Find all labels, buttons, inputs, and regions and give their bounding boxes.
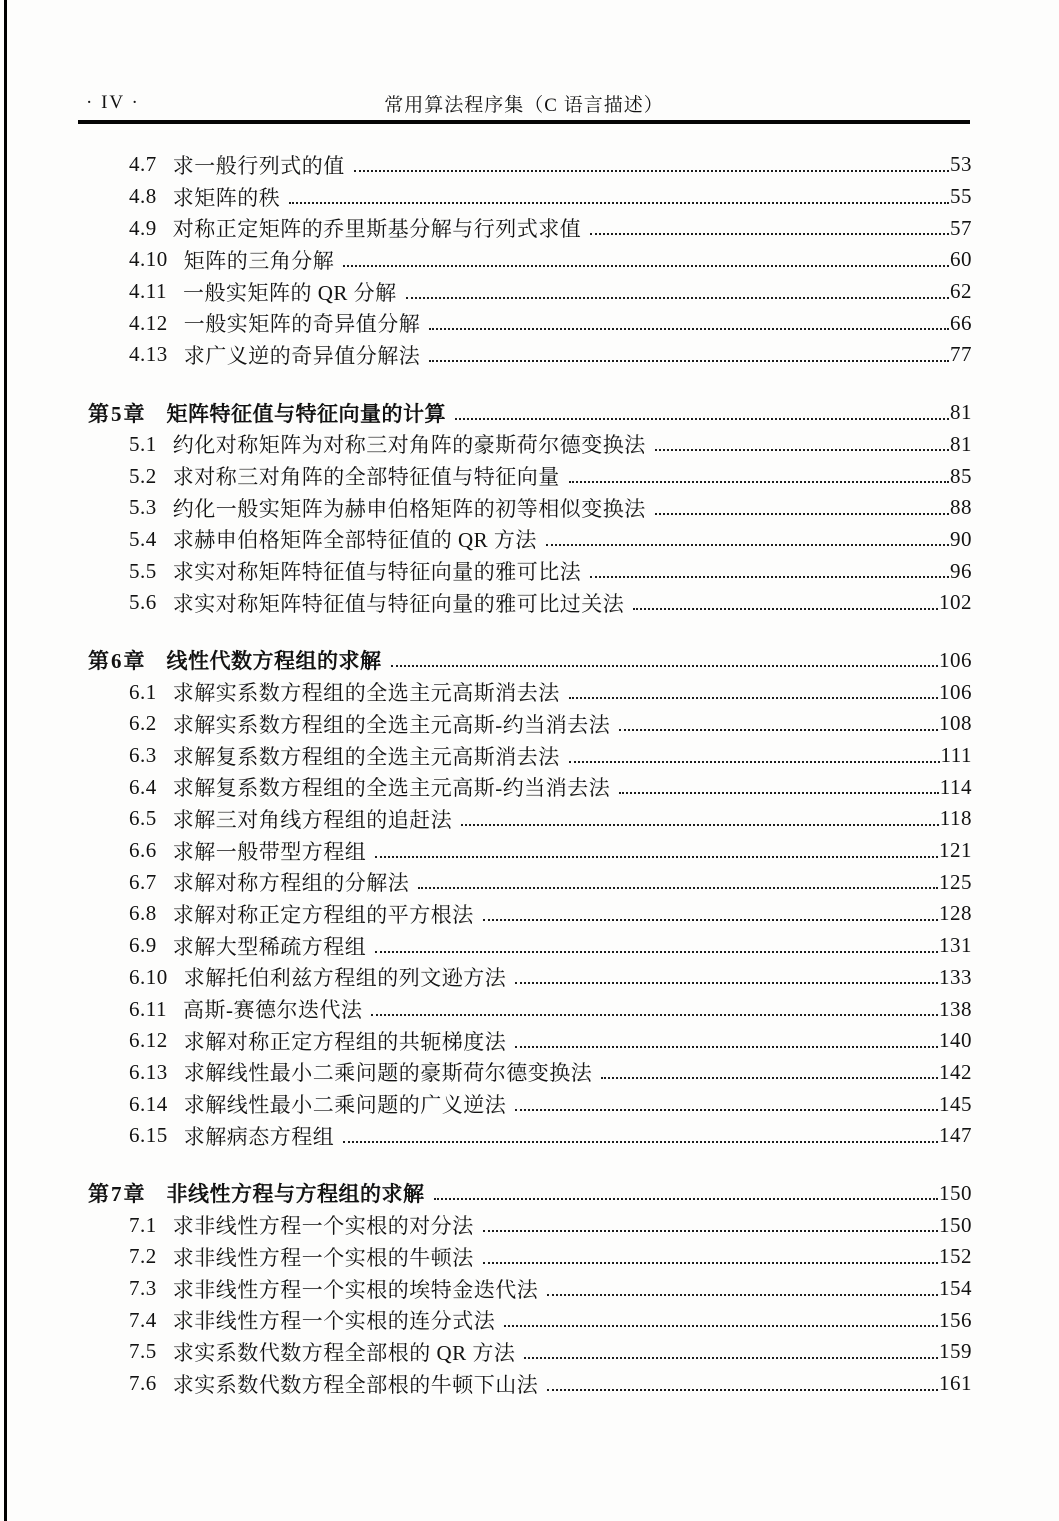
toc-entry-row [0,149,1059,181]
entry-page-number: 159 [939,1339,972,1364]
toc-entry-row [0,276,1059,308]
toc-entry-row [0,555,1059,587]
entry-title: 求解大型稀疏方程组 [172,934,367,959]
dot-leader [655,449,949,451]
toc-entry-row [0,492,1059,524]
dot-leader [375,856,938,858]
entry-title: 约化一般实矩阵为赫申伯格矩阵的初等相似变换法 [172,496,646,521]
toc-entry-row [0,1241,1059,1273]
toc-entry-row [0,898,1059,930]
toc-entry-row [0,1336,1059,1368]
dot-leader [590,233,949,235]
entry-page-number: 90 [950,526,972,551]
entry-title: 求非线性方程一个实根的对分法 [172,1214,474,1239]
entry-page-number: 140 [939,1028,972,1053]
page-header [78,90,970,120]
entry-page-number: 111 [940,743,972,768]
entry-number: 6.9 [129,933,157,958]
toc-chapter-row [0,397,1059,429]
dot-leader [429,328,949,330]
entry-number: 4.8 [129,184,157,209]
dot-leader [429,360,949,362]
entry-number: 6.6 [129,838,157,863]
entry-number: 6.15 [129,1123,168,1148]
entry-page-number: 131 [939,933,972,958]
entry-page-number: 66 [950,310,972,335]
toc-entry-row [0,1304,1059,1336]
chapter-title: 非线性方程与方程组的求解 [166,1182,425,1207]
entry-title: 求解实系数方程组的全选主元高斯消去法 [172,681,560,706]
entry-number: 6.3 [129,743,157,768]
entry-page-number: 53 [950,152,972,177]
entry-page-number: 108 [939,711,972,736]
toc-entry-row [0,460,1059,492]
entry-title: 求实对称矩阵特征值与特征向量的雅可比法 [172,560,582,585]
dot-leader [569,761,940,763]
entry-number: 6.8 [129,901,157,926]
entry-page-number: 161 [939,1371,972,1396]
entry-page-number: 150 [939,1212,972,1237]
dot-leader [633,608,938,610]
dot-leader [619,792,939,794]
toc-entry-row [0,1025,1059,1057]
toc-entry-row [0,181,1059,213]
dot-leader [655,513,949,515]
entry-page-number: 114 [939,774,972,799]
entry-page-number: 154 [939,1276,972,1301]
entry-page-number: 133 [939,964,972,989]
dot-leader [547,1294,938,1296]
entry-number: 5.4 [129,526,157,551]
dot-leader [515,1046,938,1048]
entry-number: 4.11 [129,279,167,304]
entry-number: 7.1 [129,1212,157,1237]
entry-title: 约化对称矩阵为对称三对角阵的豪斯荷尔德变换法 [172,433,646,458]
entry-number: 6.13 [129,1059,168,1084]
dot-leader [569,481,949,483]
toc-entry-row [0,962,1059,994]
entry-page-number: 55 [950,184,972,209]
entry-title: 求解对称正定方程组的平方根法 [172,902,474,927]
dot-leader [483,1230,938,1232]
entry-number: 6.12 [129,1028,168,1053]
toc-entry-row [0,1209,1059,1241]
chapter-title: 矩阵特征值与特征向量的计算 [166,401,446,426]
entry-title: 求非线性方程一个实根的连分式法 [172,1309,496,1334]
entry-title: 高斯-赛德尔迭代法 [182,998,363,1023]
dot-leader [524,1357,938,1359]
chapter-number: 第7章 [88,1182,147,1207]
toc-chapter-row [0,1178,1059,1210]
entry-number: 5.2 [129,463,157,488]
entry-page-number: 62 [950,279,972,304]
dot-leader [601,1077,938,1079]
entry-number: 7.4 [129,1307,157,1332]
entry-number: 7.6 [129,1371,157,1396]
dot-leader [406,297,949,299]
entry-page-number: 106 [939,679,972,704]
dot-leader [483,1262,938,1264]
entry-page-number: 81 [950,431,972,456]
toc-entry-row [0,429,1059,461]
entry-number: 5.6 [129,590,157,615]
toc-entry-row [0,676,1059,708]
dot-leader [546,544,949,546]
entry-page-number: 152 [939,1244,972,1269]
entry-title: 求实系数代数方程全部根的 QR 方法 [172,1340,516,1365]
entry-title: 求解托伯利兹方程组的列文逊方法 [183,966,507,991]
toc-entry-row [0,1368,1059,1400]
entry-page-number: 102 [939,590,972,615]
entry-title: 求解线性最小二乘问题的豪斯荷尔德变换法 [183,1061,593,1086]
dot-leader [434,1198,939,1200]
entry-page-number: 81 [950,400,972,425]
entry-page-number: 142 [939,1059,972,1084]
entry-number: 4.10 [129,247,168,272]
page-number-marker: · IV · [86,92,140,113]
entry-number: 7.5 [129,1339,157,1364]
dot-leader [343,265,949,267]
entry-page-number: 96 [950,558,972,583]
toc-entry-row [0,708,1059,740]
entry-page-number: 85 [950,463,972,488]
entry-page-number: 156 [939,1307,972,1332]
entry-page-number: 138 [939,996,972,1021]
toc-entry-row [0,803,1059,835]
dot-leader [343,1141,938,1143]
chapter-title: 线性代数方程组的求解 [166,649,382,674]
running-title: 常用算法程序集（C 语言描述） [384,95,664,116]
entry-title: 求赫申伯格矩阵全部特征值的 QR 方法 [172,528,537,553]
entry-number: 4.9 [129,215,157,240]
toc-entry-row [0,587,1059,619]
dot-leader [455,418,949,420]
entry-number: 6.7 [129,869,157,894]
entry-number: 6.4 [129,774,157,799]
entry-title: 求解病态方程组 [183,1124,335,1149]
toc-entry-row [0,524,1059,556]
entry-number: 7.2 [129,1244,157,1269]
entry-page-number: 147 [939,1123,972,1148]
entry-page-number: 128 [939,901,972,926]
dot-leader [375,951,938,953]
entry-number: 4.13 [129,342,168,367]
entry-number: 6.10 [129,964,168,989]
entry-page-number: 121 [939,838,972,863]
dot-leader [461,824,939,826]
entry-number: 6.2 [129,711,157,736]
entry-number: 7.3 [129,1276,157,1301]
entry-page-number: 150 [939,1180,972,1205]
entry-number: 4.12 [129,310,168,335]
entry-page-number: 57 [950,215,972,240]
toc-entry-row [0,244,1059,276]
dot-leader [418,887,938,889]
entry-number: 4.7 [129,152,157,177]
entry-title: 求解线性最小二乘问题的广义逆法 [183,1093,507,1118]
entry-title: 求对称三对角阵的全部特征值与特征向量 [172,465,560,490]
entry-page-number: 145 [939,1091,972,1116]
entry-number: 6.11 [129,996,167,1021]
chapter-number: 第5章 [88,401,147,426]
dot-leader [504,1325,938,1327]
entry-title: 求解复系数方程组的全选主元高斯-约当消去法 [172,776,611,801]
toc-entry-row [0,993,1059,1025]
header-rule [78,120,970,124]
toc-list [0,149,1059,1399]
toc-entry-row [0,930,1059,962]
entry-page-number: 88 [950,495,972,520]
entry-title: 求解实系数方程组的全选主元高斯-约当消去法 [172,712,611,737]
toc-entry-row [0,740,1059,772]
entry-title: 求一般行列式的值 [172,153,345,178]
dot-leader [391,665,939,667]
toc-entry-row [0,835,1059,867]
entry-title: 求解对称正定方程组的共轭梯度法 [183,1029,507,1054]
toc-entry-row [0,339,1059,371]
entry-page-number: 60 [950,247,972,272]
dot-leader [619,729,938,731]
entry-number: 5.1 [129,431,157,456]
toc-entry-row [0,771,1059,803]
entry-page-number: 77 [950,342,972,367]
dot-leader [354,170,949,172]
entry-title: 求非线性方程一个实根的牛顿法 [172,1245,474,1270]
entry-number: 5.5 [129,558,157,583]
dot-leader [515,1109,938,1111]
dot-leader [515,982,938,984]
dot-leader [569,697,938,699]
entry-title: 求矩阵的秩 [172,185,281,210]
toc-entry-row [0,866,1059,898]
entry-title: 对称正定矩阵的乔里斯基分解与行列式求值 [172,217,582,242]
entry-number: 6.1 [129,679,157,704]
toc-entry-row [0,1088,1059,1120]
entry-page-number: 106 [939,647,972,672]
entry-title: 求实对称矩阵特征值与特征向量的雅可比过关法 [172,591,625,616]
entry-number: 6.14 [129,1091,168,1116]
entry-title: 求解一般带型方程组 [172,839,367,864]
chapter-number: 第6章 [88,649,147,674]
entry-title: 一般实矩阵的 QR 分解 [182,280,397,305]
dot-leader [483,919,938,921]
entry-title: 求解对称方程组的分解法 [172,871,410,896]
toc-entry-row [0,307,1059,339]
toc-entry-row [0,212,1059,244]
entry-title: 一般实矩阵的奇异值分解 [183,312,421,337]
dot-leader [590,576,949,578]
entry-number: 5.3 [129,495,157,520]
entry-title: 求解三对角线方程组的追赶法 [172,807,453,832]
entry-title: 求实系数代数方程全部根的牛顿下山法 [172,1372,539,1397]
entry-title: 矩阵的三角分解 [183,248,335,273]
dot-leader [547,1389,938,1391]
entry-page-number: 118 [939,806,972,831]
dot-leader [289,202,949,204]
entry-title: 求广义逆的奇异值分解法 [183,343,421,368]
toc-entry-row [0,1057,1059,1089]
entry-number: 6.5 [129,806,157,831]
dot-leader [371,1014,938,1016]
entry-title: 求解复系数方程组的全选主元高斯消去法 [172,744,560,769]
toc-entry-row [0,1273,1059,1305]
toc-chapter-row [0,645,1059,677]
entry-page-number: 125 [939,869,972,894]
entry-title: 求非线性方程一个实根的埃特金迭代法 [172,1277,539,1302]
toc-entry-row [0,1120,1059,1152]
